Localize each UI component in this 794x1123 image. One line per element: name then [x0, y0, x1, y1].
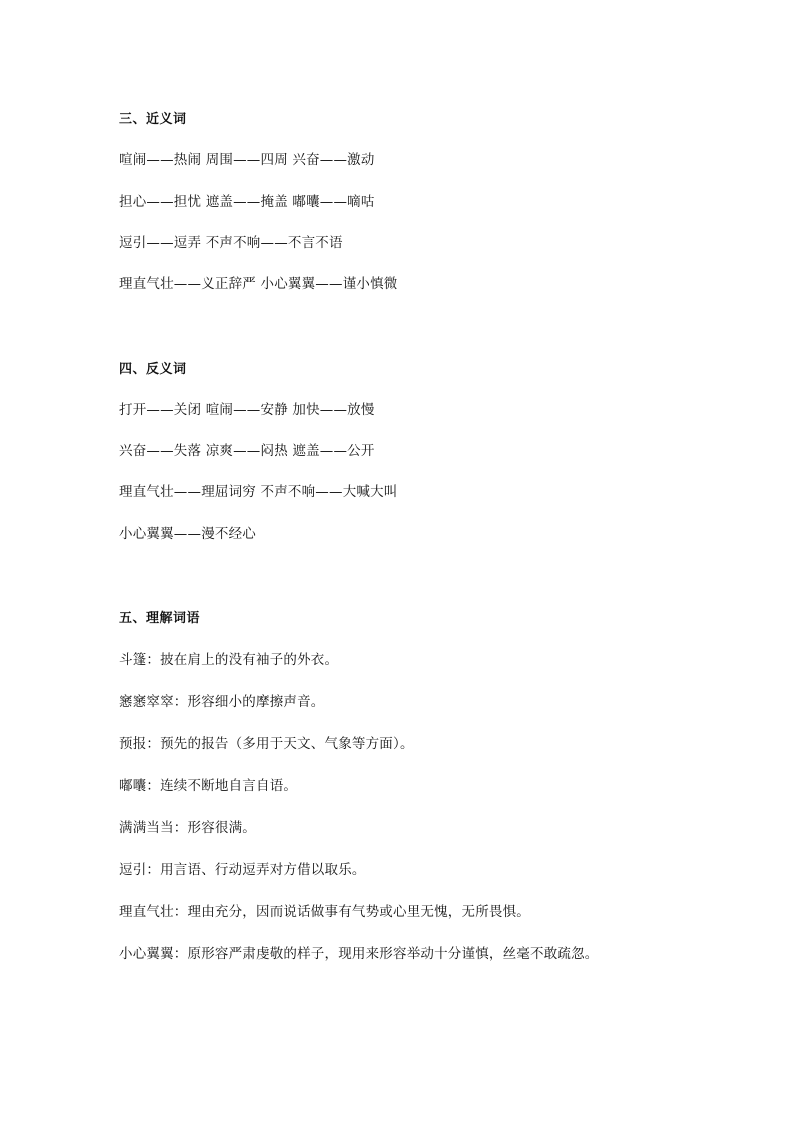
section-heading-synonyms: 三、近义词 — [119, 112, 187, 127]
antonym-line-2: 兴奋——失落 凉爽——闷热 遮盖——公开 — [119, 443, 375, 459]
antonym-line-1: 打开——关闭 喧闹——安静 加快——放慢 — [119, 402, 375, 418]
definition-line-7: 理直气壮：理由充分，因而说话做事有气势或心里无愧，无所畏惧。 — [119, 904, 530, 920]
definition-line-6: 逗引：用言语、行动逗弄对方借以取乐。 — [119, 862, 366, 878]
definition-line-8: 小心翼翼：原形容严肃虔敬的样子，现用来形容举动十分谨慎，丝毫不敢疏忽。 — [119, 946, 599, 962]
definition-line-2: 窸窸窣窣：形容细小的摩擦声音。 — [119, 694, 325, 710]
definition-line-5: 满满当当：形容很满。 — [119, 820, 256, 836]
antonym-line-3: 理直气壮——理屈词穷 不声不响——大喊大叫 — [119, 484, 398, 500]
antonym-line-4: 小心翼翼——漫不经心 — [119, 526, 256, 542]
synonym-line-1: 喧闹——热闹 周围——四周 兴奋——激动 — [119, 152, 375, 168]
synonym-line-3: 逗引——逗弄 不声不响——不言不语 — [119, 235, 343, 251]
section-heading-antonyms: 四、反义词 — [119, 362, 187, 377]
section-heading-word-meanings: 五、理解词语 — [119, 611, 201, 626]
synonym-line-2: 担心——担忧 遮盖——掩盖 嘟囔——嘀咕 — [119, 194, 375, 210]
definition-line-3: 预报：预先的报告（多用于天文、气象等方面）。 — [119, 736, 414, 752]
definition-line-1: 斗篷：披在肩上的没有袖子的外衣。 — [119, 652, 339, 668]
synonym-line-4: 理直气壮——义正辞严 小心翼翼——谨小慎微 — [119, 276, 398, 292]
definition-line-4: 嘟囔：连续不断地自言自语。 — [119, 778, 298, 794]
